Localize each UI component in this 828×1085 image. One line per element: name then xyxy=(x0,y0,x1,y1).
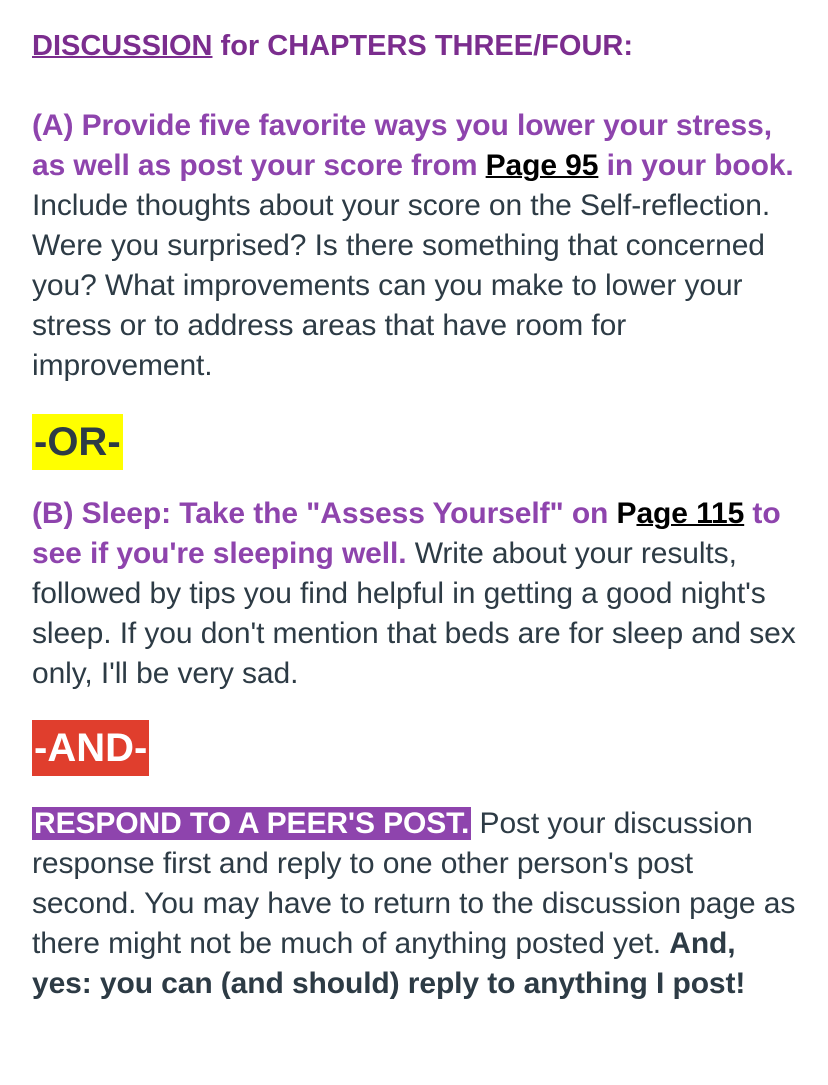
and-divider xyxy=(32,720,798,778)
page-115-link[interactable]: age 115 xyxy=(636,497,745,530)
section-b-paragraph xyxy=(32,494,798,694)
section-b-lead-end: to see if you're sleeping well. xyxy=(32,497,781,570)
respond-highlight: RESPOND TO A PEER'S POST. xyxy=(34,807,470,840)
heading-chapters: for CHAPTERS THREE/FOUR: xyxy=(212,30,633,62)
section-a-paragraph xyxy=(32,106,798,386)
or-divider xyxy=(32,414,798,472)
section-c-bold-end: And, yes: you can (and should) reply to anything I post! xyxy=(32,927,746,1000)
section-a-lead: (A) Provide five favorite ways you lower your stress, as well as post your score from xyxy=(32,109,772,182)
heading-discussion: DISCUSSION xyxy=(32,30,213,62)
section-c-body: Post your discussion response first and reply to one other person's post second. You may have to return to the discussion page as there might not be much of anything posted yet. xyxy=(32,807,796,960)
or-badge: -OR- xyxy=(32,414,123,470)
page-95-link[interactable]: Page 95 xyxy=(485,149,599,182)
and-badge: -AND- xyxy=(32,720,149,776)
section-b-body: Write about your results, followed by tips you find helpful in getting a good night's sleep. If you don't mention that beds are for sleep and sex only, I'll be very sad. xyxy=(32,537,796,690)
page-115-link-prefix[interactable]: P xyxy=(616,497,637,530)
section-b-lead: (B) Sleep: Take the "Assess Yourself" on xyxy=(32,497,617,530)
page-heading xyxy=(32,26,798,66)
section-a-lead-end: in your book. xyxy=(598,149,794,182)
section-c-paragraph xyxy=(32,804,798,1004)
section-a-body: Include thoughts about your score on the Self-reflection. Were you surprised? Is there something that concerned you? What improvements can you make to lower your stress or to address areas that have room for improvement. xyxy=(32,189,771,382)
